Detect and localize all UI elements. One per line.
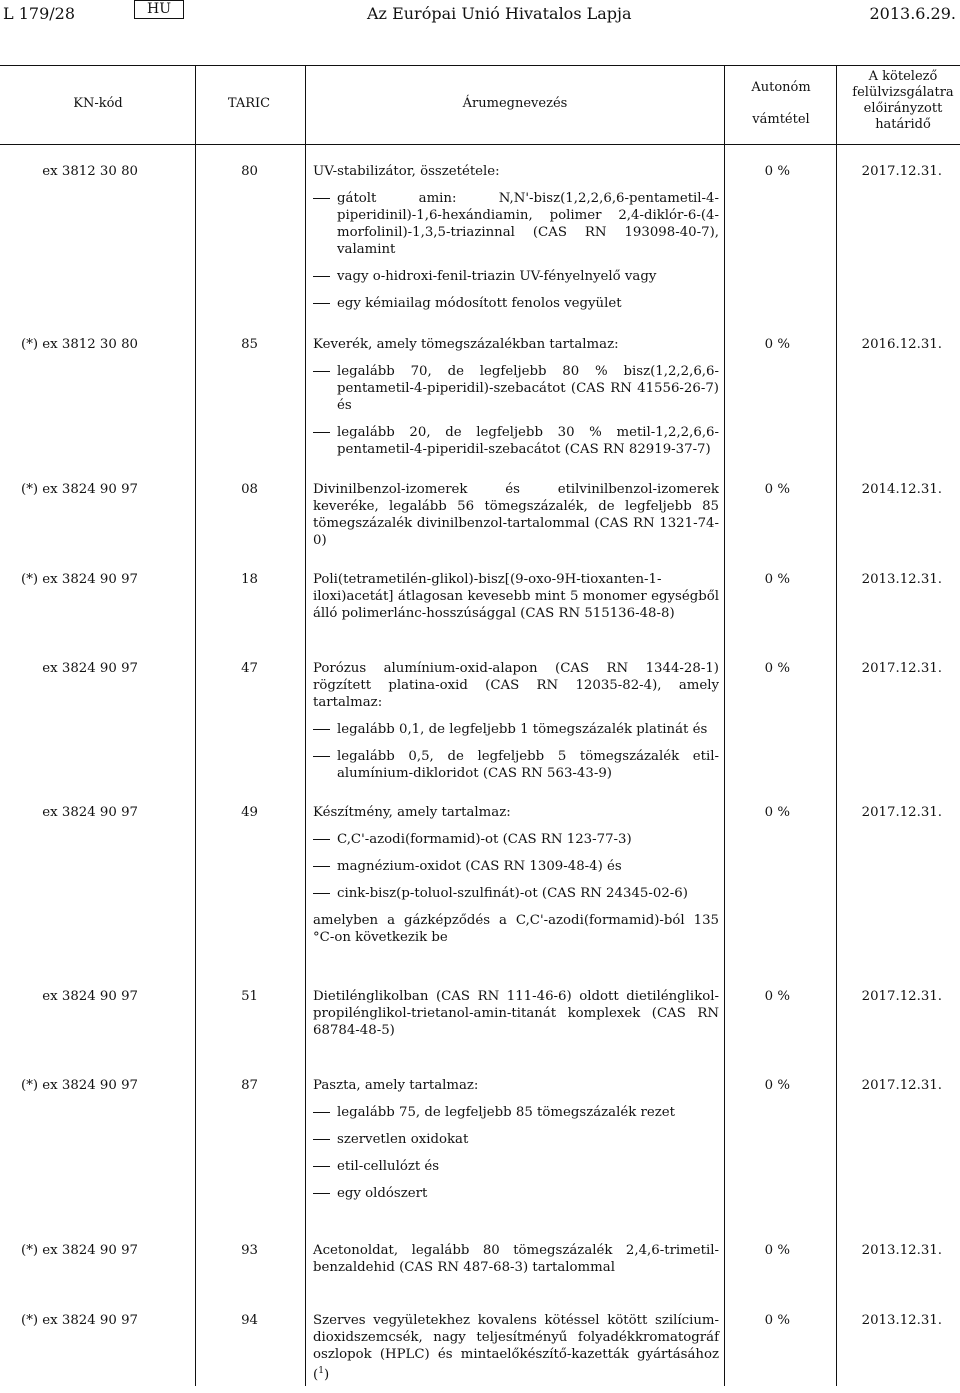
description-item: cink-bisz(p-toluol-szulfinát)-ot (CAS RN 24345-02-6) xyxy=(313,885,719,902)
review-date: 2017.12.31. xyxy=(861,805,942,820)
description-intro: Porózus alumínium-oxid-alapon (CAS RN 1344-28-1) rögzített platina-oxid (CAS RN 12035-82-4), amely tartalmaz: xyxy=(313,661,719,710)
col-rate: Autonóm vámtétel xyxy=(751,80,811,127)
taric-code: 94 xyxy=(241,1313,258,1328)
description-item: legalább 75, de legfeljebb 85 tömegszázalék rezet xyxy=(313,1104,719,1121)
description xyxy=(313,336,719,468)
publication-date: 2013.6.29. xyxy=(869,4,956,23)
description-item: vagy o-hidroxi-fenil-triazin UV-fényelnyelő vagy xyxy=(313,268,719,285)
description-intro: Keverék, amely tömegszázalékban tartalmaz: xyxy=(313,337,619,352)
kn-code: (*) ex 3824 90 97 xyxy=(21,482,138,497)
description-intro: Acetonoldat, legalább 80 tömegszázalék 2,4,6-trimetil-benzaldehid (CAS RN 487-68-3) tartalommal xyxy=(313,1243,719,1275)
col-review: A kötelező felülvizsgálatra előirányzott határidő xyxy=(852,69,954,132)
journal-title: Az Európai Unió Hivatalos Lapja xyxy=(367,4,632,23)
divider xyxy=(305,65,306,1386)
duty-rate: 0 % xyxy=(764,572,790,587)
description-intro: Divinilbenzol-izomerek és etilvinilbenzol-izomerek keveréke, legalább 56 tömegszázalék, de legfeljebb 85 tömegszázalék divinilbenzol-tartalommal (CAS RN 1321-74-0) xyxy=(313,482,719,548)
description xyxy=(313,163,719,322)
duty-rate: 0 % xyxy=(764,164,790,179)
description-intro: Poli(tetrametilén-glikol)-bisz[(9-oxo-9H-tioxanten-1-iloxi)acetát] átlagosan kevesebb mint 5 monomer egységből álló polimerlánc-hosszúsággal (CAS RN 515136-48-8) xyxy=(313,572,719,621)
description-intro: Paszta, amely tartalmaz: xyxy=(313,1078,479,1093)
review-date: 2013.12.31. xyxy=(861,1243,942,1258)
review-date: 2017.12.31. xyxy=(861,1078,942,1093)
taric-code: 49 xyxy=(241,805,258,820)
page-header xyxy=(0,0,960,28)
review-date: 2017.12.31. xyxy=(861,164,942,179)
kn-code: ex 3824 90 97 xyxy=(42,805,138,820)
table-header xyxy=(0,65,960,145)
description-intro: Készítmény, amely tartalmaz: xyxy=(313,805,511,820)
description-item: magnézium-oxidot (CAS RN 1309-48-4) és xyxy=(313,858,719,875)
footnote-ref: 1 xyxy=(318,1366,324,1376)
duty-rate: 0 % xyxy=(764,1078,790,1093)
duty-rate: 0 % xyxy=(764,482,790,497)
description-item: legalább 0,1, de legfeljebb 1 tömegszázalék platinát és xyxy=(313,721,719,738)
duty-rate: 0 % xyxy=(764,337,790,352)
description xyxy=(313,1077,719,1212)
col-kn: KN-kód xyxy=(73,96,123,111)
review-date: 2017.12.31. xyxy=(861,661,942,676)
description-item: egy kémiailag módosított fenolos vegyület xyxy=(313,295,719,312)
description-intro: Szerves vegyületekhez kovalens kötéssel kötött szilícium-dioxidszemcsék, nagy teljesítményű folyadékkromatográf oszlopok (HPLC) és mintaelőkészítő-kazetták gyártásához ($^1$) xyxy=(313,1313,719,1383)
kn-code: (*) ex 3824 90 97 xyxy=(21,1078,138,1093)
language-badge: HU xyxy=(134,0,184,19)
description-item: egy oldószert xyxy=(313,1185,719,1202)
col-desc: Árumegnevezés xyxy=(462,96,568,111)
review-date: 2013.12.31. xyxy=(861,572,942,587)
divider xyxy=(195,65,196,1386)
review-date: 2017.12.31. xyxy=(861,989,942,1004)
description-item: legalább 20, de legfeljebb 30 % metil-1,2,2,6,6-pentametil-4-piperidil-szebacátot (CAS RN 82919-37-7) xyxy=(313,424,719,458)
description-item: szervetlen oxidokat xyxy=(313,1131,719,1148)
duty-rate: 0 % xyxy=(764,1243,790,1258)
col-taric: TARIC xyxy=(227,96,271,111)
duty-rate: 0 % xyxy=(764,989,790,1004)
taric-code: 85 xyxy=(241,337,258,352)
divider xyxy=(836,65,837,1386)
description-item: legalább 0,5, de legfeljebb 5 tömegszázalék etil-alumínium-dikloridot (CAS RN 563-43-9) xyxy=(313,748,719,782)
description xyxy=(313,804,719,956)
kn-code: ex 3824 90 97 xyxy=(42,661,138,676)
duty-rate: 0 % xyxy=(764,1313,790,1328)
review-date: 2016.12.31. xyxy=(861,337,942,352)
description xyxy=(313,988,719,1049)
kn-code: (*) ex 3812 30 80 xyxy=(21,337,138,352)
description xyxy=(313,571,719,632)
divider xyxy=(724,65,725,1386)
kn-code: (*) ex 3824 90 97 xyxy=(21,572,138,587)
description-intro: Dietilénglikolban (CAS RN 111-46-6) oldott dietilénglikol-propilénglikol-trietanol-amin-titanát komplexek (CAS RN 68784-48-5) xyxy=(313,989,719,1038)
page-ref: L 179/28 xyxy=(3,4,75,23)
taric-code: 80 xyxy=(241,164,258,179)
taric-code: 87 xyxy=(241,1078,258,1093)
description xyxy=(313,660,719,792)
taric-code: 93 xyxy=(241,1243,258,1258)
kn-code: ex 3812 30 80 xyxy=(42,164,138,179)
description-outro: amelyben a gázképződés a C,C'-azodi(formamid)-ból 135 °C-on következik be xyxy=(313,913,719,945)
description xyxy=(313,1312,719,1393)
description xyxy=(313,481,719,559)
description-item: gátolt amin: N,N'-bisz(1,2,2,6,6-pentametil-4-piperidinil)-1,6-hexándiamin, polimer 2,4-diklór-6-(4-morfolinil)-1,3,5-triazinnal (CAS RN 193098-40-7), valamint xyxy=(313,190,719,258)
review-date: 2014.12.31. xyxy=(861,482,942,497)
description-item: etil-cellulózt és xyxy=(313,1158,719,1175)
description xyxy=(313,1242,719,1286)
taric-code: 51 xyxy=(241,989,258,1004)
kn-code: (*) ex 3824 90 97 xyxy=(21,1243,138,1258)
taric-code: 18 xyxy=(241,572,258,587)
description-item: legalább 70, de legfeljebb 80 % bisz(1,2,2,6,6-pentametil-4-piperidil)-szebacátot (CAS RN 41556-26-7) és xyxy=(313,363,719,414)
duty-rate: 0 % xyxy=(764,661,790,676)
taric-code: 08 xyxy=(241,482,258,497)
description-item: C,C'-azodi(formamid)-ot (CAS RN 123-77-3) xyxy=(313,831,719,848)
kn-code: (*) ex 3824 90 97 xyxy=(21,1313,138,1328)
description-intro: UV-stabilizátor, összetétele: xyxy=(313,164,500,179)
review-date: 2013.12.31. xyxy=(861,1313,942,1328)
taric-code: 47 xyxy=(241,661,258,676)
duty-rate: 0 % xyxy=(764,805,790,820)
kn-code: ex 3824 90 97 xyxy=(42,989,138,1004)
